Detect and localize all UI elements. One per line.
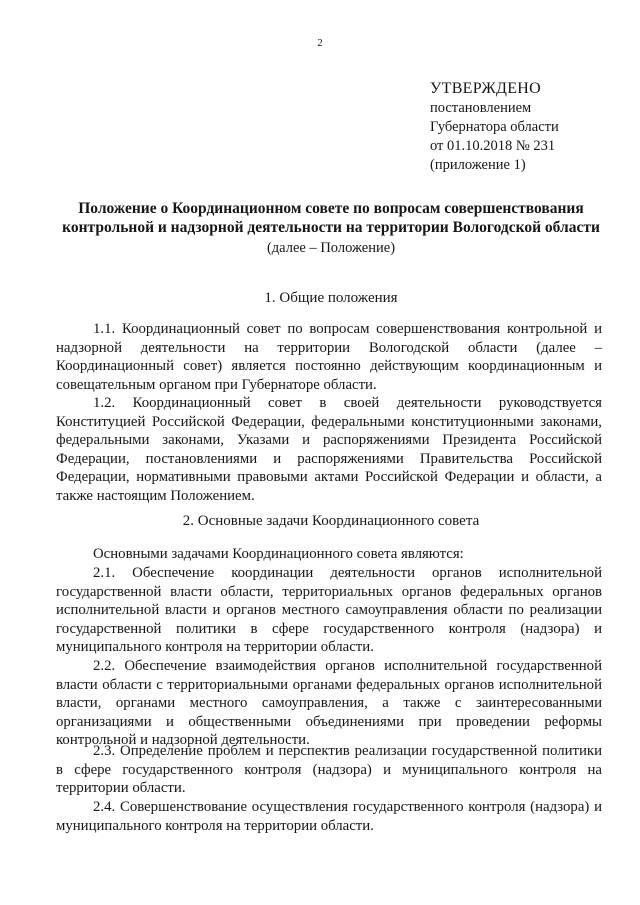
page-number: 2 <box>317 37 323 49</box>
approval-line: (приложение 1) <box>430 157 526 173</box>
section-lead: Основными задачами Координационного совета являются: <box>93 546 464 562</box>
approval-heading: УТВЕРЖДЕНО <box>430 80 542 97</box>
paragraph-2-4: 2.4. Совершенствование осуществления государственного контроля (надзора) и муниципального контроля на территории области. <box>56 799 602 834</box>
approval-line: Губернатора области <box>430 119 559 135</box>
paragraph-2-2: 2.2. Обеспечение взаимодействия органов исполнительной государственной власти области с территориальными органами федеральных органов исполнительной власти, органами местного самоуправления, а также с заинтересованными организациями и общественными объединениями при проведении реформы контрольной и надзорной деятельности. <box>56 658 602 749</box>
paragraph-1-1: 1.1. Координационный совет по вопросам совершенствования контрольной и надзорной деятельности на территории Вологодской области (далее – Координационный совет) является постоянно действующим координационным и совещательным органом при Губернаторе области. <box>56 321 602 393</box>
document-subtitle: (далее – Положение) <box>266 240 396 256</box>
section-heading: 1. Общие положения <box>264 290 398 306</box>
approval-line: постановлением <box>430 100 532 116</box>
document-title: Положение о Координационном совете по вопросам совершенствования контрольной и надзорной деятельности на территории Вологодской области <box>62 200 600 236</box>
paragraph-2-3: 2.3. Определение проблем и перспектив реализации государственной политики в сфере государственного контроля (надзора) и муниципального контроля на территории области. <box>56 743 602 797</box>
paragraph-2-1: 2.1. Обеспечение координации деятельности органов исполнительной государственной власти области, территориальных органов федеральных органов исполнительной власти и органов местного самоуправления области по реализации государственной политики в сфере государственного контроля (надзора) и муниципального контроля на территории области. <box>56 565 602 656</box>
paragraph-1-2: 1.2. Координационный совет в своей деятельности руководствуется Конституцией Российской Федерации, федеральными конституционными законами, федеральными законами, Указами и распоряжениями Президента Российской Федерации, постановлениями и распоряжениями Правительства Российской Федерации, нормативными правовыми актами Российской Федерации и области, а также настоящим Положением. <box>56 395 602 504</box>
approval-line: от 01.10.2018 № 231 <box>430 138 556 154</box>
approval-stamp-block <box>430 79 630 175</box>
section-heading: 2. Основные задачи Координационного совета <box>182 513 480 529</box>
